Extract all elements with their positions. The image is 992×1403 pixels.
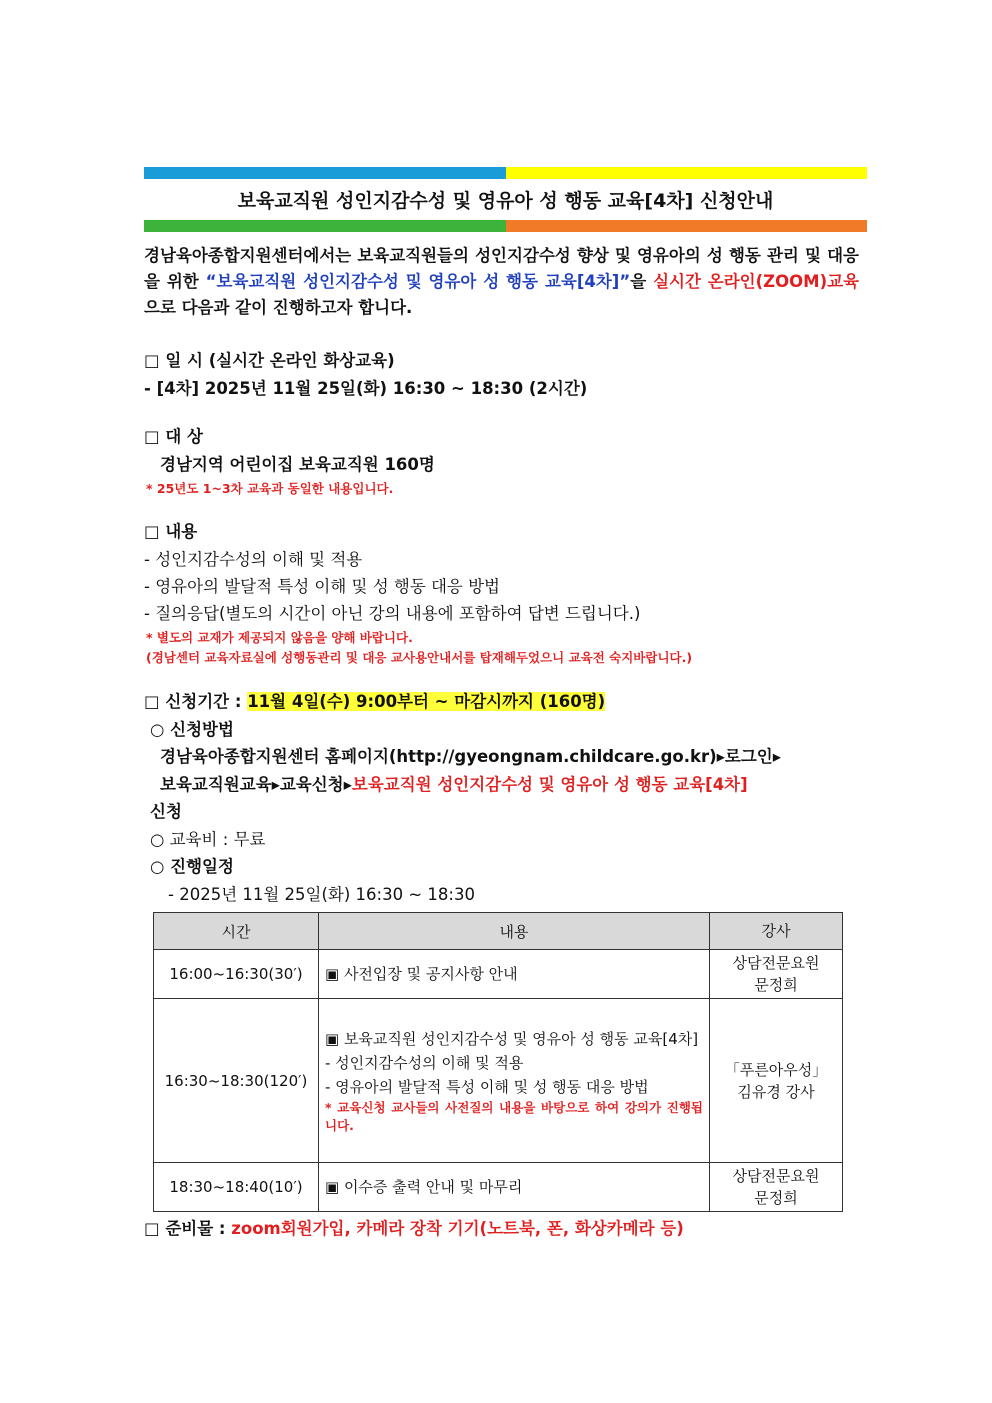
row3-instructor-2: 문정희 (754, 1189, 798, 1207)
content-note-1: * 별도의 교재가 제공되지 않음을 양해 바랍니다. (146, 630, 413, 645)
row2-instructor (710, 999, 843, 1163)
row2-instructor-2: 김유경 강사 (737, 1082, 815, 1101)
schedule-table (153, 912, 843, 1212)
apply-period: 11월 4일(수) 9:00부터 ~ 마감시까지 (160명) (247, 692, 606, 711)
row2-sub1: - 성인지감수성의 이해 및 적용 (325, 1053, 524, 1072)
prep-line (144, 1215, 684, 1239)
row2-instructor-1: 「푸른아우성」 (724, 1060, 828, 1079)
row2-sub2: - 영유아의 발달적 특성 이해 및 성 행동 대응 방법 (325, 1077, 649, 1096)
row2-note: * 교육신청 교사들의 사전질의 내용을 바탕으로 하여 강의가 진행됩니다. (325, 1099, 703, 1133)
content-item-1: - 성인지감수성의 이해 및 적용 (144, 550, 363, 569)
content-heading: □ 내용 (144, 522, 198, 541)
target-note: * 25년도 1~3차 교육과 동일한 내용입니다. (146, 481, 394, 496)
bottom-bar-orange (506, 220, 867, 232)
target-detail: 경남지역 어린이집 보육교직원 160명 (160, 455, 435, 474)
method-line-2 (160, 771, 748, 795)
progress-date: - 2025년 11월 25일(화) 16:30 ~ 18:30 (168, 885, 475, 904)
schedule-heading: □ 일 시 (실시간 온라인 화상교육) (144, 351, 395, 370)
prep-items: zoom회원가입, 카메라 장착 기기(노트북, 폰, 화상카메라 등) (231, 1219, 684, 1238)
progress-heading: ○ 진행일정 (150, 857, 234, 876)
row2-time: 16:30~18:30(120′) (154, 999, 319, 1163)
apply-heading: □ 신청기간 : (144, 692, 248, 711)
content-item-2: - 영유아의 발달적 특성 이해 및 성 행동 대응 방법 (144, 577, 500, 596)
row3-instructor-1: 상담전문요원 (732, 1167, 820, 1185)
row2-main: ▣ 보육교직원 성인지감수성 및 영유아 성 행동 교육[4차] (325, 1029, 699, 1048)
header-instructor: 강사 (710, 913, 843, 950)
method-line-1: 경남육아종합지원센터 홈페이지(http://gyeongnam.childcare.go.kr)▸로그인▸ (160, 747, 782, 766)
content-note-2: (경남센터 교육자료실에 성행동관리 및 대응 교사용안내서를 탑재해두었으니 교육전 숙지바랍니다.) (146, 650, 693, 665)
row1-content: ▣ 사전입장 및 공지사항 안내 (319, 950, 710, 999)
table-header-row (154, 913, 843, 950)
top-bar-blue (144, 167, 506, 179)
page-title: 보육교직원 성인지감수성 및 영유아 성 행동 교육[4차] 신청안내 (237, 190, 774, 212)
fee-line: ○ 교육비 : 무료 (150, 830, 266, 849)
bottom-bar-green (144, 220, 506, 232)
row1-instructor (710, 950, 843, 999)
header-time: 시간 (154, 913, 319, 950)
intro-paragraph (144, 243, 859, 321)
intro-text-1: 경남육아종합지원센터에서는 보육교직원들의 성인지감수성 향상 및 영유아의 성 행동 관리 및 대응을 위한 (144, 246, 859, 291)
prep-heading: □ 준비물 : (144, 1219, 232, 1238)
intro-mode: 실시간 온라인(ZOOM)교육 (653, 272, 860, 291)
row3-time: 18:30~18:40(10′) (154, 1163, 319, 1212)
target-heading: □ 대 상 (144, 427, 203, 446)
table-row (154, 999, 843, 1163)
method-program: 보육교직원 성인지감수성 및 영유아 성 행동 교육[4차] (351, 775, 748, 794)
intro-program: “보육교직원 성인지감수성 및 영유아 성 행동 교육[4차]” (205, 272, 631, 291)
intro-text-3: 으로 다음과 같이 진행하고자 합니다. (144, 298, 413, 317)
content-item-3: - 질의응답(별도의 시간이 아닌 강의 내용에 포함하여 답변 드립니다.) (144, 604, 641, 623)
row3-content: ▣ 이수증 출력 안내 및 마무리 (319, 1163, 710, 1212)
schedule-detail: - [4차] 2025년 11월 25일(화) 16:30 ~ 18:30 (2시간) (144, 379, 588, 398)
row1-instructor-2: 문정희 (754, 976, 798, 994)
row2-content (319, 999, 710, 1163)
top-bar-yellow (506, 167, 867, 179)
intro-text-2: 을 (630, 272, 654, 291)
table-row (154, 950, 843, 999)
method-line-3: 신청 (150, 802, 182, 821)
method-path: 보육교직원교육▸교육신청▸ (160, 775, 352, 794)
table-row (154, 1163, 843, 1212)
apply-heading-line (144, 688, 605, 712)
header-content: 내용 (319, 913, 710, 950)
row1-instructor-1: 상담전문요원 (732, 954, 820, 972)
method-heading: ○ 신청방법 (150, 720, 234, 739)
row3-instructor (710, 1163, 843, 1212)
row1-time: 16:00~16:30(30′) (154, 950, 319, 999)
